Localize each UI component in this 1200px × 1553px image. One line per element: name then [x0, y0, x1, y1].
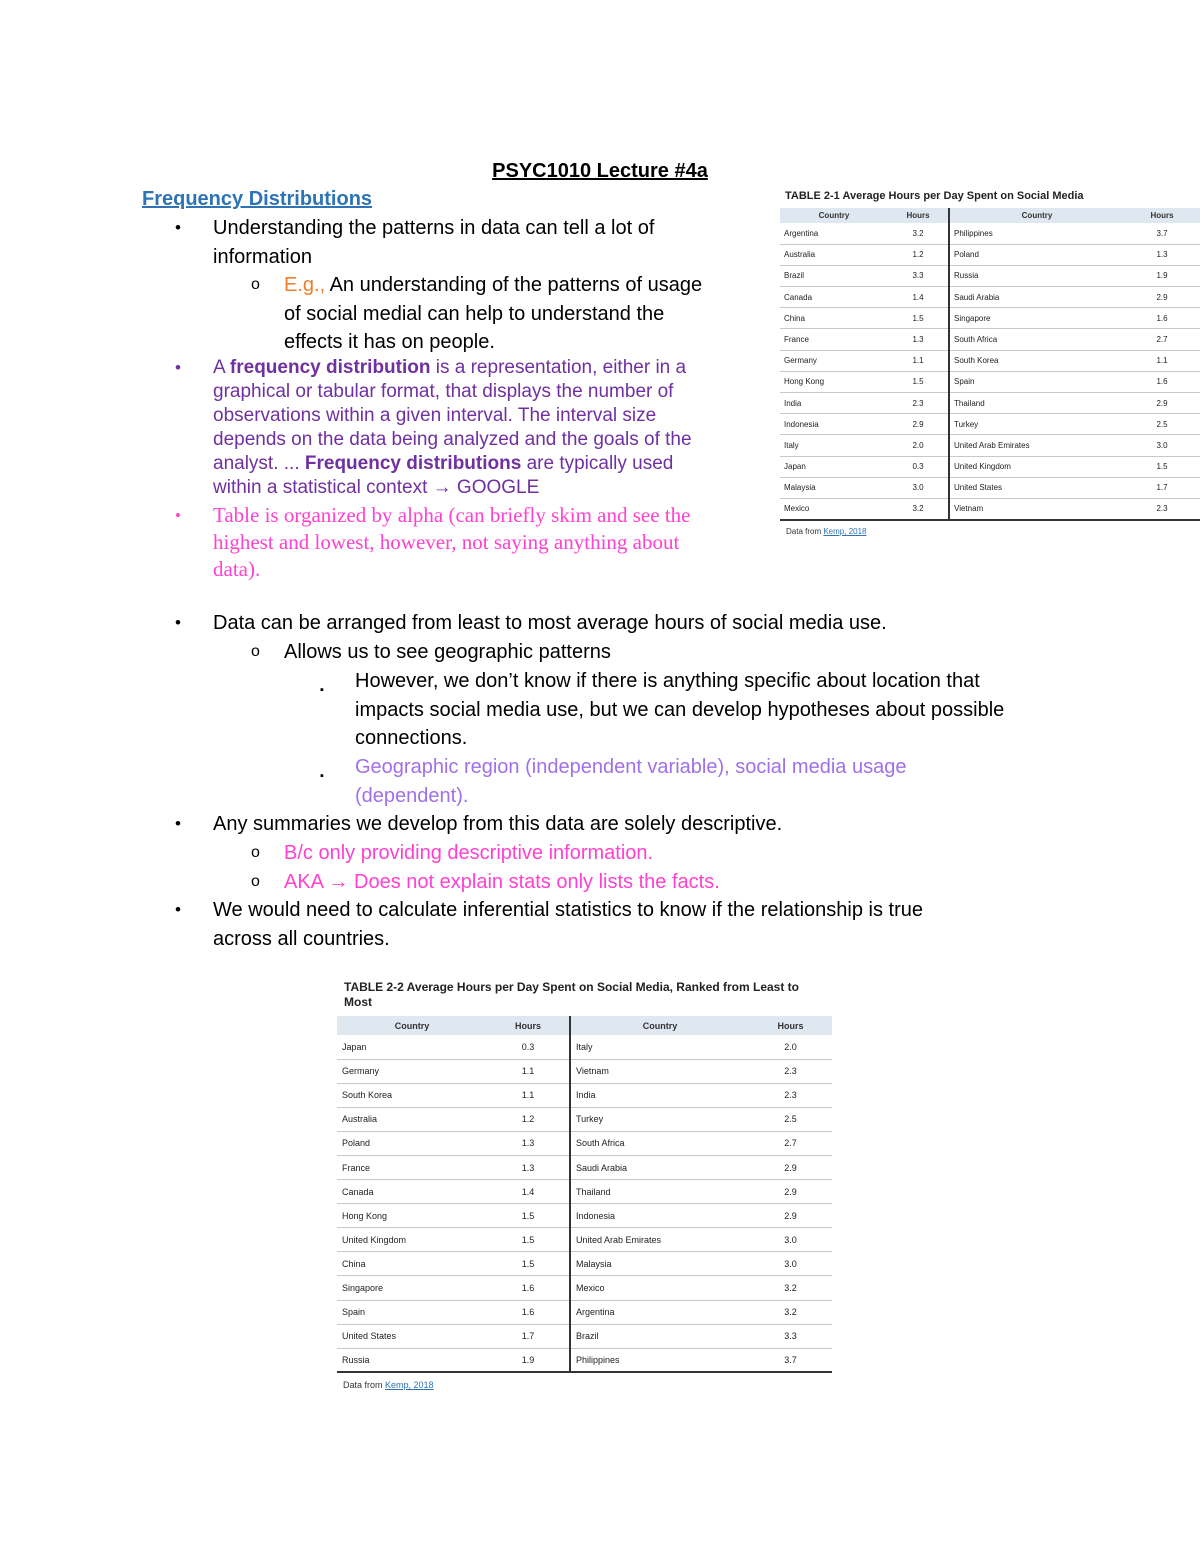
- hours-cell: 1.1: [487, 1083, 570, 1107]
- country-cell: United Arab Emirates: [570, 1228, 749, 1252]
- table-row: [780, 244, 1200, 265]
- hours-cell: 1.1: [1124, 350, 1200, 371]
- table-row: [337, 1276, 832, 1300]
- hours-cell: 1.5: [888, 308, 949, 329]
- col-header: Country: [570, 1016, 749, 1035]
- table-row: [780, 308, 1200, 329]
- country-cell: Brazil: [780, 265, 888, 286]
- definition-text: observations within a given interval. The interval size: [213, 405, 657, 426]
- country-cell: Mexico: [570, 1276, 749, 1300]
- country-cell: Germany: [780, 350, 888, 371]
- data-table: [337, 1016, 832, 1373]
- hours-cell: 0.3: [487, 1035, 570, 1059]
- note-text: Table is organized by alpha (can briefly skim and see the: [213, 503, 691, 527]
- hours-cell: 1.5: [487, 1204, 570, 1228]
- table-row: [337, 1083, 832, 1107]
- country-cell: Saudi Arabia: [949, 287, 1124, 308]
- source-prefix: Data from: [786, 526, 824, 536]
- hours-cell: 1.2: [888, 244, 949, 265]
- bullet-text: Understanding the patterns in data can tell a lot of: [213, 217, 655, 239]
- country-cell: Saudi Arabia: [570, 1155, 749, 1179]
- source-link[interactable]: Kemp, 2018: [385, 1380, 434, 1391]
- table-2-2: [337, 980, 832, 1390]
- bullet-text: However, we don’t know if there is anything specific about location that: [355, 670, 980, 692]
- bullet-inferential: [175, 896, 923, 953]
- sub-bullet-bc: [251, 839, 654, 868]
- eg-text: effects it has on people.: [284, 331, 495, 353]
- bullet-text: AKA → Does not explain stats only lists the facts.: [284, 871, 720, 893]
- square-bullet-marker: ▪: [320, 770, 324, 782]
- table-row: [337, 1131, 832, 1155]
- sub-bullet-aka: [251, 868, 720, 897]
- country-cell: Vietnam: [570, 1059, 749, 1083]
- country-cell: Malaysia: [780, 477, 888, 498]
- hours-cell: 3.2: [888, 498, 949, 519]
- square-bullet-marker: ▪: [320, 684, 324, 696]
- hours-cell: 3.2: [888, 223, 949, 244]
- hours-cell: 3.7: [749, 1348, 832, 1372]
- sub-bullet-marker: o: [251, 276, 260, 293]
- sub-sub-bullet-hypotheses: [320, 667, 1005, 753]
- hours-cell: 3.2: [749, 1300, 832, 1324]
- country-cell: Italy: [570, 1035, 749, 1059]
- sub-bullet-marker: o: [251, 844, 260, 861]
- bullet-arranged: [175, 609, 887, 638]
- country-cell: Thailand: [949, 393, 1124, 414]
- hours-cell: 3.0: [1124, 435, 1200, 456]
- bullet-alpha-note: [175, 502, 691, 583]
- country-cell: Spain: [337, 1300, 487, 1324]
- country-cell: Argentina: [780, 223, 888, 244]
- table-row: [780, 435, 1200, 456]
- bullet-descriptive: [175, 810, 783, 839]
- hours-cell: 2.5: [1124, 414, 1200, 435]
- bullet-patterns: [175, 214, 655, 271]
- country-cell: China: [780, 308, 888, 329]
- bullet-text: B/c only providing descriptive information.: [284, 842, 654, 864]
- hours-cell: 2.9: [749, 1204, 832, 1228]
- country-cell: India: [780, 393, 888, 414]
- bullet-text: impacts social media use, but we can develop hypotheses about possible: [355, 698, 1005, 721]
- bullet-text: connections.: [355, 727, 468, 749]
- hours-cell: 2.9: [1124, 287, 1200, 308]
- table-source: [786, 527, 1200, 536]
- hours-cell: 1.6: [1124, 308, 1200, 329]
- country-cell: Russia: [337, 1348, 487, 1372]
- table-row: [780, 223, 1200, 244]
- table-title-line: TABLE 2-2 Average Hours per Day Spent on Social Media, Ranked from Least to: [344, 980, 799, 994]
- table-row: [337, 1204, 832, 1228]
- country-cell: South Korea: [337, 1083, 487, 1107]
- country-cell: Japan: [337, 1035, 487, 1059]
- hours-cell: 2.3: [1124, 498, 1200, 519]
- country-cell: United Kingdom: [949, 456, 1124, 477]
- country-cell: Vietnam: [949, 498, 1124, 519]
- table-row: [780, 456, 1200, 477]
- sub-bullet-geographic: [251, 638, 611, 667]
- hours-cell: 3.2: [749, 1276, 832, 1300]
- bullet-text: Geographic region (independent variable), social media usage: [355, 756, 907, 778]
- country-cell: Mexico: [780, 498, 888, 519]
- sub-bullet-eg: [251, 271, 703, 357]
- hours-cell: 1.5: [487, 1252, 570, 1276]
- hours-cell: 2.3: [888, 393, 949, 414]
- table-row: [337, 1228, 832, 1252]
- country-cell: Spain: [949, 371, 1124, 392]
- hours-cell: 2.9: [888, 414, 949, 435]
- country-cell: South Africa: [949, 329, 1124, 350]
- bullet-marker: •: [175, 900, 181, 919]
- data-table: [780, 208, 1200, 521]
- table-2-1: [780, 190, 1200, 536]
- bullet-marker: •: [175, 613, 181, 632]
- country-cell: Singapore: [337, 1276, 487, 1300]
- hours-cell: 1.4: [888, 287, 949, 308]
- hours-cell: 3.0: [749, 1228, 832, 1252]
- hours-cell: 1.4: [487, 1180, 570, 1204]
- hours-cell: 1.5: [1124, 456, 1200, 477]
- table-row: [780, 371, 1200, 392]
- bullet-marker: •: [175, 218, 181, 237]
- bullet-text: Any summaries we develop from this data are solely descriptive.: [213, 813, 783, 835]
- note-text: highest and lowest, however, not saying anything about: [213, 530, 680, 554]
- hours-cell: 1.6: [487, 1276, 570, 1300]
- bullet-text: information: [213, 245, 312, 268]
- country-cell: Brazil: [570, 1324, 749, 1348]
- hours-cell: 1.5: [888, 371, 949, 392]
- country-cell: United States: [337, 1324, 487, 1348]
- hours-cell: 1.3: [487, 1155, 570, 1179]
- country-cell: Singapore: [949, 308, 1124, 329]
- table-row: [337, 1324, 832, 1348]
- hours-cell: 2.7: [749, 1131, 832, 1155]
- hours-cell: 3.7: [1124, 223, 1200, 244]
- hours-cell: 2.5: [749, 1107, 832, 1131]
- hours-cell: 1.3: [487, 1131, 570, 1155]
- table-row: [780, 350, 1200, 371]
- definition-text: depends on the data being analyzed and the goals of the: [213, 429, 692, 450]
- bullet-text: across all countries.: [213, 927, 390, 950]
- country-cell: Philippines: [949, 223, 1124, 244]
- country-cell: Hong Kong: [780, 371, 888, 392]
- section-heading: Frequency Distributions: [142, 188, 373, 210]
- definition-text: are typically used: [521, 453, 674, 474]
- table-row: [780, 265, 1200, 286]
- country-cell: China: [337, 1252, 487, 1276]
- country-cell: Poland: [949, 244, 1124, 265]
- hours-cell: 2.3: [749, 1083, 832, 1107]
- country-cell: South Korea: [949, 350, 1124, 371]
- definition-text: analyst. ...: [213, 453, 305, 474]
- hours-cell: 1.1: [487, 1059, 570, 1083]
- hours-cell: 2.9: [749, 1180, 832, 1204]
- hours-cell: 1.3: [888, 329, 949, 350]
- table-title: TABLE 2-1 Average Hours per Day Spent on Social Media: [785, 190, 1084, 202]
- hours-cell: 2.0: [749, 1035, 832, 1059]
- table-row: [780, 414, 1200, 435]
- source-link[interactable]: Kemp, 2018: [823, 526, 867, 536]
- eg-text: An understanding of the patterns of usage: [325, 274, 703, 296]
- definition-text: A: [213, 357, 230, 378]
- table-row: [780, 287, 1200, 308]
- country-cell: Russia: [949, 265, 1124, 286]
- table-title: [344, 980, 832, 1010]
- country-cell: United States: [949, 477, 1124, 498]
- hours-cell: 2.7: [1124, 329, 1200, 350]
- bullet-text: We would need to calculate inferential statistics to know if the relationship is true: [213, 899, 923, 921]
- definition-text: within a statistical context → GOOGLE: [213, 477, 540, 498]
- table-row: [337, 1180, 832, 1204]
- country-cell: Turkey: [949, 414, 1124, 435]
- hours-cell: 1.5: [487, 1228, 570, 1252]
- country-cell: United Kingdom: [337, 1228, 487, 1252]
- country-cell: Poland: [337, 1131, 487, 1155]
- hours-cell: 1.3: [1124, 244, 1200, 265]
- col-header: Hours: [1124, 208, 1200, 223]
- hours-cell: 2.9: [749, 1155, 832, 1179]
- bullet-text: Allows us to see geographic patterns: [284, 641, 611, 663]
- hours-cell: 1.9: [487, 1348, 570, 1372]
- hours-cell: 2.3: [749, 1059, 832, 1083]
- hours-cell: 3.3: [749, 1324, 832, 1348]
- eg-text: of social medial can help to understand the: [284, 302, 665, 325]
- col-header: Country: [780, 208, 888, 223]
- bullet-marker: •: [175, 506, 181, 525]
- country-cell: Australia: [780, 244, 888, 265]
- note-text: data).: [213, 557, 261, 581]
- col-header: Hours: [487, 1016, 570, 1035]
- bullet-marker: •: [175, 358, 181, 377]
- hours-cell: 1.6: [1124, 371, 1200, 392]
- table-row: [337, 1300, 832, 1324]
- sub-sub-bullet-variables: [320, 753, 907, 810]
- country-cell: South Africa: [570, 1131, 749, 1155]
- hours-cell: 3.3: [888, 265, 949, 286]
- table-row: [337, 1155, 832, 1179]
- table-row: [780, 477, 1200, 498]
- table-row: [337, 1348, 832, 1372]
- country-cell: France: [337, 1155, 487, 1179]
- country-cell: Philippines: [570, 1348, 749, 1372]
- table-title-line: Most: [344, 995, 372, 1009]
- bullet-text: Data can be arranged from least to most average hours of social media use.: [213, 612, 887, 634]
- hours-cell: 2.9: [1124, 393, 1200, 414]
- definition-term: frequency distribution: [229, 357, 431, 378]
- country-cell: India: [570, 1083, 749, 1107]
- hours-cell: 2.0: [888, 435, 949, 456]
- bullet-definition: [175, 356, 692, 500]
- country-cell: Thailand: [570, 1180, 749, 1204]
- definition-text: graphical or tabular format, that displays the number of: [213, 381, 674, 402]
- country-cell: Canada: [780, 287, 888, 308]
- hours-cell: 1.6: [487, 1300, 570, 1324]
- country-cell: Hong Kong: [337, 1204, 487, 1228]
- country-cell: United Arab Emirates: [949, 435, 1124, 456]
- table-source: [343, 1380, 832, 1390]
- hours-cell: 1.9: [1124, 265, 1200, 286]
- country-cell: Malaysia: [570, 1252, 749, 1276]
- country-cell: Argentina: [570, 1300, 749, 1324]
- table-row: [337, 1059, 832, 1083]
- bullet-marker: •: [175, 814, 181, 833]
- table-row: [780, 393, 1200, 414]
- country-cell: Italy: [780, 435, 888, 456]
- table-row: [780, 498, 1200, 519]
- sub-bullet-marker: o: [251, 873, 260, 890]
- table-row: [337, 1252, 832, 1276]
- country-cell: Indonesia: [780, 414, 888, 435]
- page-title: PSYC1010 Lecture #4a: [492, 160, 708, 182]
- country-cell: Turkey: [570, 1107, 749, 1131]
- hours-cell: 1.2: [487, 1107, 570, 1131]
- country-cell: Japan: [780, 456, 888, 477]
- definition-text: is a representation, either in a: [430, 357, 687, 378]
- table-row: [780, 329, 1200, 350]
- col-header: Hours: [888, 208, 949, 223]
- hours-cell: 0.3: [888, 456, 949, 477]
- hours-cell: 3.0: [888, 477, 949, 498]
- eg-label: E.g.,: [284, 274, 326, 296]
- col-header: Country: [949, 208, 1124, 223]
- table-row: [337, 1107, 832, 1131]
- bullet-text: (dependent).: [355, 784, 469, 807]
- table-row: [337, 1035, 832, 1059]
- country-cell: France: [780, 329, 888, 350]
- country-cell: Germany: [337, 1059, 487, 1083]
- hours-cell: 1.7: [487, 1324, 570, 1348]
- country-cell: Australia: [337, 1107, 487, 1131]
- col-header: Country: [337, 1016, 487, 1035]
- hours-cell: 1.7: [1124, 477, 1200, 498]
- country-cell: Canada: [337, 1180, 487, 1204]
- country-cell: Indonesia: [570, 1204, 749, 1228]
- hours-cell: 1.1: [888, 350, 949, 371]
- col-header: Hours: [749, 1016, 832, 1035]
- source-prefix: Data from: [343, 1380, 386, 1391]
- sub-bullet-marker: o: [251, 643, 260, 660]
- hours-cell: 3.0: [749, 1252, 832, 1276]
- definition-term: Frequency distributions: [304, 453, 522, 474]
